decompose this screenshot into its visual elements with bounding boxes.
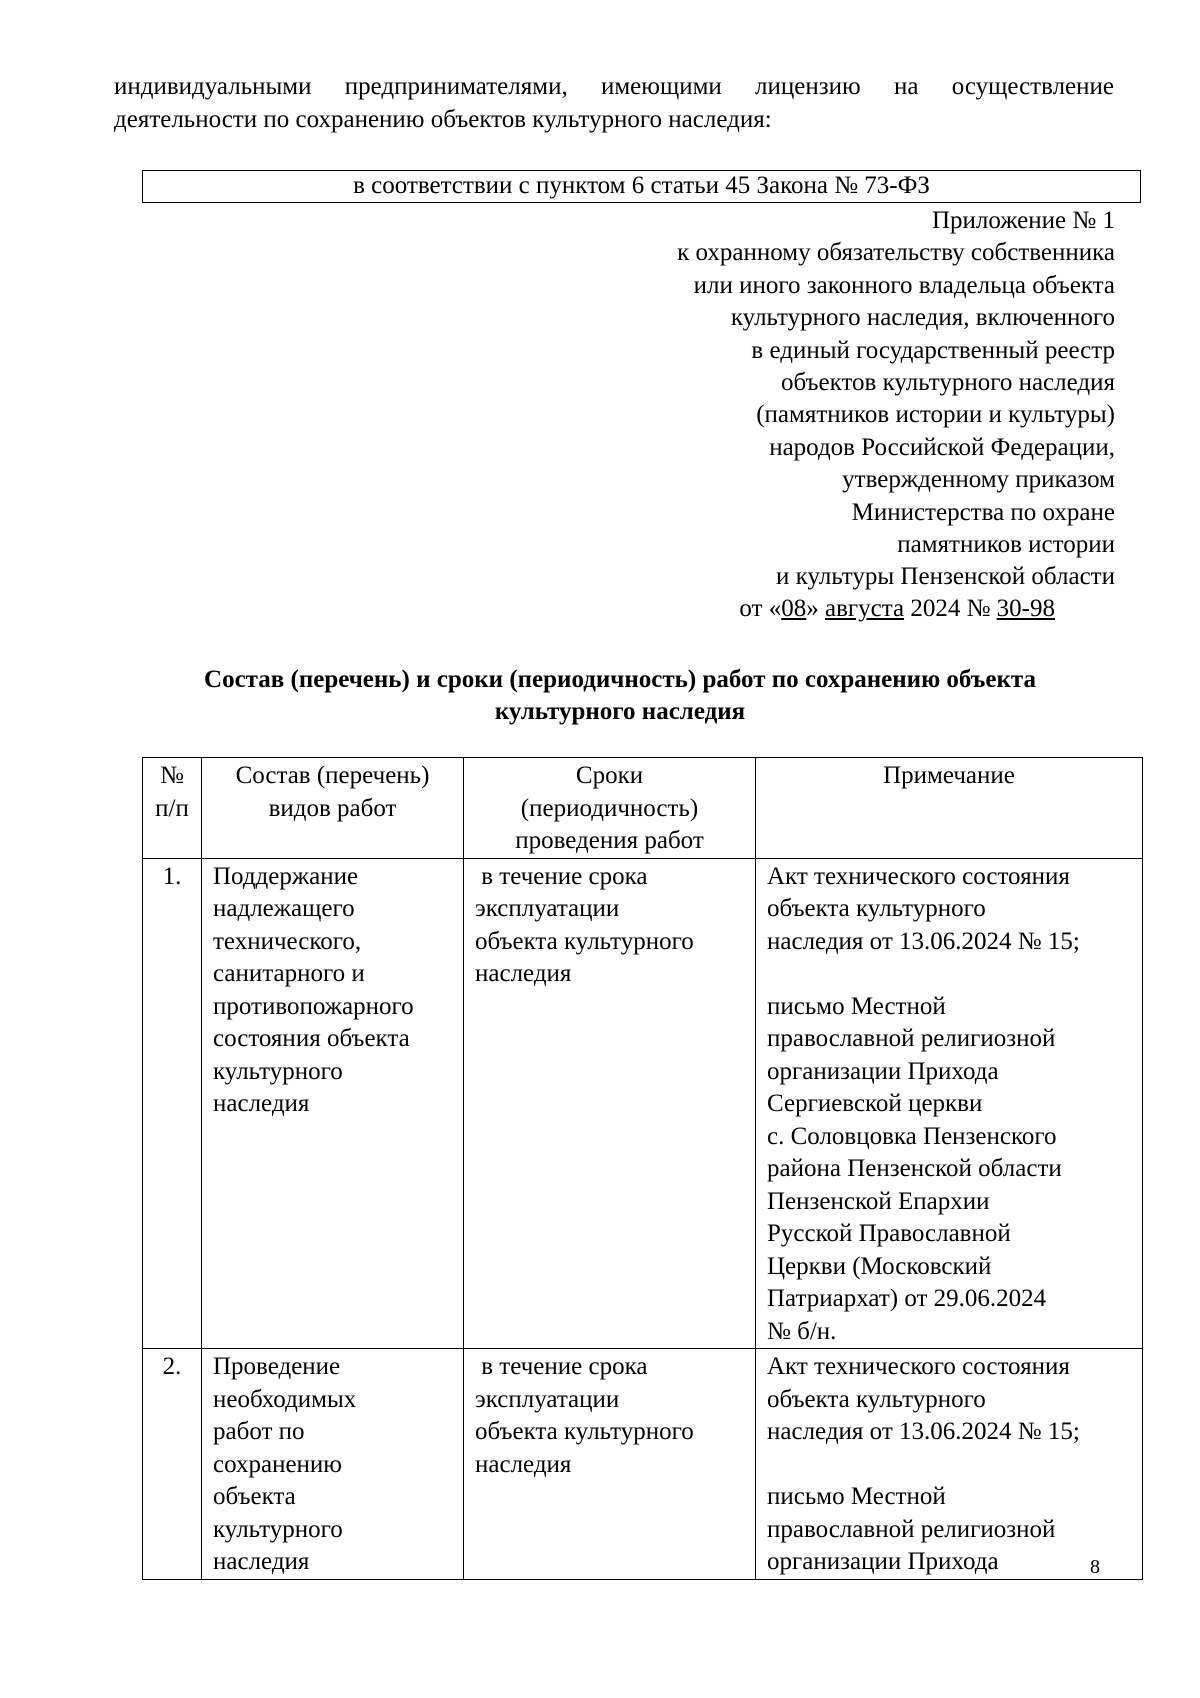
cell-line: необходимых [213, 1385, 357, 1413]
header-note [756, 758, 1143, 859]
cell-line: православной религиозной [767, 1515, 1056, 1543]
cell-line: организации Прихода [767, 1057, 999, 1085]
cell-line: состояния объекта [213, 1025, 410, 1052]
cell-line: надлежащего [213, 895, 355, 922]
header-text: проведения работ [515, 827, 704, 854]
header-text: Примечание [883, 762, 1015, 789]
order-reference [560, 593, 1055, 625]
cell-line: Акт технического состояния [767, 1353, 1070, 1380]
cell-line: письмо Местной [767, 992, 946, 1020]
row-works [202, 1349, 464, 1580]
appendix-header [560, 205, 1115, 594]
cell-line: наследия [213, 1090, 310, 1117]
cell-line: Сергиевской церкви [767, 1090, 983, 1117]
order-separator: » [806, 595, 825, 622]
intro-paragraph [114, 70, 1114, 136]
appendix-line: памятников истории [897, 531, 1115, 559]
header-text: п/п [155, 794, 189, 822]
cell-line: культурного [213, 1057, 343, 1085]
cell-line: Поддержание [213, 862, 359, 890]
legal-basis-box: в соответствии с пунктом 6 статьи 45 Закона № 73-ФЗ [142, 170, 1141, 203]
row-terms [464, 1349, 756, 1580]
cell-line: эксплуатации [475, 895, 620, 922]
heading-line-2: культурного наследия [494, 698, 746, 725]
cell-line: работ по [213, 1418, 305, 1445]
cell-line: объекта культурного [475, 927, 694, 955]
header-works [202, 758, 464, 859]
section-heading [120, 664, 1120, 728]
heading-line-1: Состав (перечень) и сроки (периодичность) работ по сохранению объекта [204, 666, 1036, 693]
cell-line: культурного [213, 1515, 343, 1543]
intro-line-2: деятельности по сохранению объектов культурного наследия: [114, 106, 772, 133]
cell-line: наследия [213, 1548, 310, 1575]
cell-line: наследия от 13.06.2024 № 15; [767, 1418, 1080, 1445]
appendix-line: Приложение № 1 [931, 207, 1115, 234]
appendix-line: народов Российской Федерации, [769, 433, 1115, 461]
cell-line: Проведение [213, 1353, 341, 1380]
cell-line: объекта [213, 1483, 296, 1510]
appendix-line: культурного наследия, включенного [730, 304, 1115, 332]
order-month: августа [824, 595, 905, 622]
header-text: Сроки [575, 762, 644, 789]
works-table [142, 757, 1143, 1580]
cell-line: объекта культурного [475, 1418, 694, 1445]
cell-line: района Пензенской области [767, 1155, 1062, 1182]
cell-line: наследия от 13.06.2024 № 15; [767, 927, 1080, 955]
header-text: Состав (перечень) [235, 762, 430, 789]
appendix-line: или иного законного владельца объекта [693, 271, 1115, 299]
cell-line: наследия [475, 1450, 572, 1478]
row-note [756, 858, 1143, 1349]
header-text: видов работ [268, 794, 397, 822]
appendix-line: и культуры Пензенской области [776, 563, 1115, 591]
cell-line: санитарного и [213, 960, 365, 987]
cell-line: сохранению [213, 1450, 342, 1478]
order-year: 2024 № [904, 595, 997, 622]
cell-line: эксплуатации [475, 1385, 620, 1413]
cell-line: противопожарного [213, 992, 414, 1020]
cell-line: организации Прихода [767, 1548, 999, 1575]
appendix-line: Министерства по охране [851, 498, 1115, 526]
blank-line [767, 958, 1134, 991]
cell-line: Акт технического состояния [767, 862, 1070, 890]
cell-line: объекта культурного [767, 895, 986, 922]
order-prefix: от « [739, 595, 782, 622]
cell-line: Патриархат) от 29.06.2024 [767, 1285, 1047, 1312]
cell-line: объекта культурного [767, 1385, 986, 1413]
row-note [756, 1349, 1143, 1580]
row-number: 1. [143, 858, 202, 1349]
cell-line: в течение срока [475, 862, 648, 890]
cell-line: с. Соловцовка Пензенского [767, 1122, 1057, 1150]
cell-line: в течение срока [475, 1353, 648, 1380]
cell-line: православной религиозной [767, 1025, 1056, 1052]
cell-line: Церкви (Московский [767, 1252, 992, 1280]
header-text: (периодичность) [520, 794, 699, 822]
order-day: 08 [781, 595, 807, 622]
cell-line: Русской Православной [767, 1220, 1011, 1247]
cell-line: письмо Местной [767, 1483, 946, 1510]
intro-line-1: индивидуальными предпринимателями, имеющими лицензию на осуществление [114, 73, 1114, 100]
appendix-line: в единый государственный реестр [751, 336, 1115, 364]
row-works [202, 858, 464, 1349]
table-header-row [143, 758, 1143, 859]
blank-line [767, 1449, 1134, 1482]
cell-line: № б/н. [767, 1317, 837, 1345]
table-row [143, 858, 1143, 1349]
appendix-line: объектов культурного наследия [781, 369, 1115, 397]
cell-line: технического, [213, 927, 362, 955]
table-row [143, 1349, 1143, 1580]
row-terms [464, 858, 756, 1349]
header-num [143, 758, 202, 859]
cell-line: наследия [475, 960, 572, 987]
appendix-line: к охранному обязательству собственника [677, 239, 1115, 267]
header-text: № [160, 762, 184, 789]
header-terms [464, 758, 756, 859]
order-number: 30-98 [996, 595, 1055, 622]
page-number: 8 [1090, 1556, 1100, 1578]
appendix-line: (памятников истории и культуры) [756, 401, 1115, 429]
cell-line: Пензенской Епархии [767, 1187, 990, 1215]
row-number: 2. [143, 1349, 202, 1580]
appendix-line: утвержденному приказом [842, 466, 1115, 494]
